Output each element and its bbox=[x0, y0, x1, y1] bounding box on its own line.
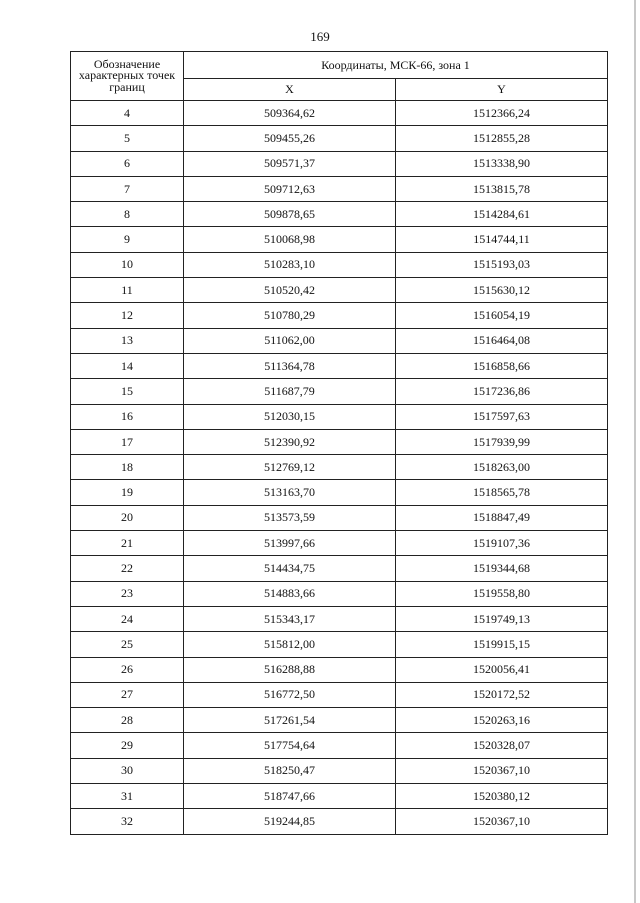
point-cell: 28 bbox=[71, 708, 184, 733]
x-cell: 513163,70 bbox=[184, 480, 396, 505]
point-cell: 18 bbox=[71, 455, 184, 480]
table-row bbox=[71, 227, 608, 252]
y-cell: 1520172,52 bbox=[396, 682, 608, 707]
point-cell: 13 bbox=[71, 328, 184, 353]
table-row bbox=[71, 758, 608, 783]
point-cell: 29 bbox=[71, 733, 184, 758]
point-cell: 25 bbox=[71, 632, 184, 657]
y-cell: 1513815,78 bbox=[396, 176, 608, 201]
y-cell: 1518263,00 bbox=[396, 455, 608, 480]
point-cell: 19 bbox=[71, 480, 184, 505]
y-cell: 1512366,24 bbox=[396, 101, 608, 126]
x-cell: 513997,66 bbox=[184, 531, 396, 556]
table-row bbox=[71, 202, 608, 227]
y-cell: 1516858,66 bbox=[396, 353, 608, 378]
x-cell: 518747,66 bbox=[184, 784, 396, 809]
table-row bbox=[71, 379, 608, 404]
x-column-header: X bbox=[184, 79, 396, 101]
x-cell: 512390,92 bbox=[184, 429, 396, 454]
table-header bbox=[71, 52, 608, 101]
coordinates-table bbox=[70, 51, 608, 835]
y-cell: 1520367,10 bbox=[396, 758, 608, 783]
point-cell: 24 bbox=[71, 606, 184, 631]
point-cell: 31 bbox=[71, 784, 184, 809]
x-cell: 512769,12 bbox=[184, 455, 396, 480]
point-cell: 4 bbox=[71, 101, 184, 126]
table-row bbox=[71, 632, 608, 657]
y-cell: 1518565,78 bbox=[396, 480, 608, 505]
point-cell: 22 bbox=[71, 556, 184, 581]
x-cell: 516772,50 bbox=[184, 682, 396, 707]
point-cell: 32 bbox=[71, 809, 184, 834]
x-cell: 513573,59 bbox=[184, 505, 396, 530]
x-cell: 517261,54 bbox=[184, 708, 396, 733]
y-cell: 1520056,41 bbox=[396, 657, 608, 682]
x-cell: 512030,15 bbox=[184, 404, 396, 429]
point-cell: 30 bbox=[71, 758, 184, 783]
y-cell: 1517939,99 bbox=[396, 429, 608, 454]
x-cell: 516288,88 bbox=[184, 657, 396, 682]
point-cell: 20 bbox=[71, 505, 184, 530]
table-row bbox=[71, 606, 608, 631]
x-cell: 509455,26 bbox=[184, 126, 396, 151]
y-cell: 1517597,63 bbox=[396, 404, 608, 429]
y-cell: 1515630,12 bbox=[396, 278, 608, 303]
table-row bbox=[71, 252, 608, 277]
y-cell: 1516054,19 bbox=[396, 303, 608, 328]
y-cell: 1518847,49 bbox=[396, 505, 608, 530]
point-cell: 26 bbox=[71, 657, 184, 682]
y-cell: 1515193,03 bbox=[396, 252, 608, 277]
table-body bbox=[71, 101, 608, 835]
y-cell: 1517236,86 bbox=[396, 379, 608, 404]
table-row bbox=[71, 328, 608, 353]
point-cell: 21 bbox=[71, 531, 184, 556]
x-cell: 518250,47 bbox=[184, 758, 396, 783]
table-row bbox=[71, 682, 608, 707]
x-cell: 517754,64 bbox=[184, 733, 396, 758]
table-row bbox=[71, 404, 608, 429]
table-row bbox=[71, 353, 608, 378]
y-cell: 1512855,28 bbox=[396, 126, 608, 151]
point-cell: 14 bbox=[71, 353, 184, 378]
y-cell: 1520263,16 bbox=[396, 708, 608, 733]
x-cell: 515812,00 bbox=[184, 632, 396, 657]
point-cell: 12 bbox=[71, 303, 184, 328]
point-cell: 27 bbox=[71, 682, 184, 707]
y-cell: 1514744,11 bbox=[396, 227, 608, 252]
table-row bbox=[71, 581, 608, 606]
y-cell: 1519107,36 bbox=[396, 531, 608, 556]
x-cell: 510068,98 bbox=[184, 227, 396, 252]
x-cell: 509878,65 bbox=[184, 202, 396, 227]
coords-group-header: Координаты, МСК-66, зона 1 bbox=[184, 52, 608, 79]
y-cell: 1520367,10 bbox=[396, 809, 608, 834]
point-cell: 5 bbox=[71, 126, 184, 151]
x-cell: 510520,42 bbox=[184, 278, 396, 303]
y-cell: 1519749,13 bbox=[396, 606, 608, 631]
table-row bbox=[71, 733, 608, 758]
table-row bbox=[71, 556, 608, 581]
point-cell: 8 bbox=[71, 202, 184, 227]
y-cell: 1516464,08 bbox=[396, 328, 608, 353]
table-row bbox=[71, 657, 608, 682]
y-cell: 1513338,90 bbox=[396, 151, 608, 176]
x-cell: 509712,63 bbox=[184, 176, 396, 201]
table-row bbox=[71, 151, 608, 176]
y-cell: 1519344,68 bbox=[396, 556, 608, 581]
x-cell: 514434,75 bbox=[184, 556, 396, 581]
header-row-top bbox=[71, 52, 608, 79]
table-row bbox=[71, 278, 608, 303]
y-cell: 1520328,07 bbox=[396, 733, 608, 758]
y-cell: 1519558,80 bbox=[396, 581, 608, 606]
table-row bbox=[71, 531, 608, 556]
point-cell: 15 bbox=[71, 379, 184, 404]
page-number: 169 bbox=[310, 29, 330, 44]
y-cell: 1520380,12 bbox=[396, 784, 608, 809]
y-cell: 1514284,61 bbox=[396, 202, 608, 227]
point-cell: 9 bbox=[71, 227, 184, 252]
x-cell: 511364,78 bbox=[184, 353, 396, 378]
table-row bbox=[71, 303, 608, 328]
point-cell: 7 bbox=[71, 176, 184, 201]
point-cell: 6 bbox=[71, 151, 184, 176]
x-cell: 515343,17 bbox=[184, 606, 396, 631]
x-cell: 509364,62 bbox=[184, 101, 396, 126]
table-row bbox=[71, 429, 608, 454]
table-row bbox=[71, 505, 608, 530]
table-row bbox=[71, 126, 608, 151]
x-cell: 510780,29 bbox=[184, 303, 396, 328]
y-cell: 1519915,15 bbox=[396, 632, 608, 657]
table-row bbox=[71, 455, 608, 480]
point-cell: 16 bbox=[71, 404, 184, 429]
x-cell: 511062,00 bbox=[184, 328, 396, 353]
page-edge-line bbox=[634, 0, 636, 903]
point-column-header: Обозначение характерных точек границ bbox=[71, 52, 184, 101]
x-cell: 509571,37 bbox=[184, 151, 396, 176]
table-row bbox=[71, 809, 608, 834]
point-cell: 10 bbox=[71, 252, 184, 277]
x-cell: 510283,10 bbox=[184, 252, 396, 277]
point-cell: 17 bbox=[71, 429, 184, 454]
table-row bbox=[71, 708, 608, 733]
x-cell: 514883,66 bbox=[184, 581, 396, 606]
point-cell: 11 bbox=[71, 278, 184, 303]
table-row bbox=[71, 176, 608, 201]
x-cell: 519244,85 bbox=[184, 809, 396, 834]
point-cell: 23 bbox=[71, 581, 184, 606]
x-cell: 511687,79 bbox=[184, 379, 396, 404]
table-row bbox=[71, 480, 608, 505]
y-column-header: Y bbox=[396, 79, 608, 101]
table-row bbox=[71, 101, 608, 126]
table-row bbox=[71, 784, 608, 809]
